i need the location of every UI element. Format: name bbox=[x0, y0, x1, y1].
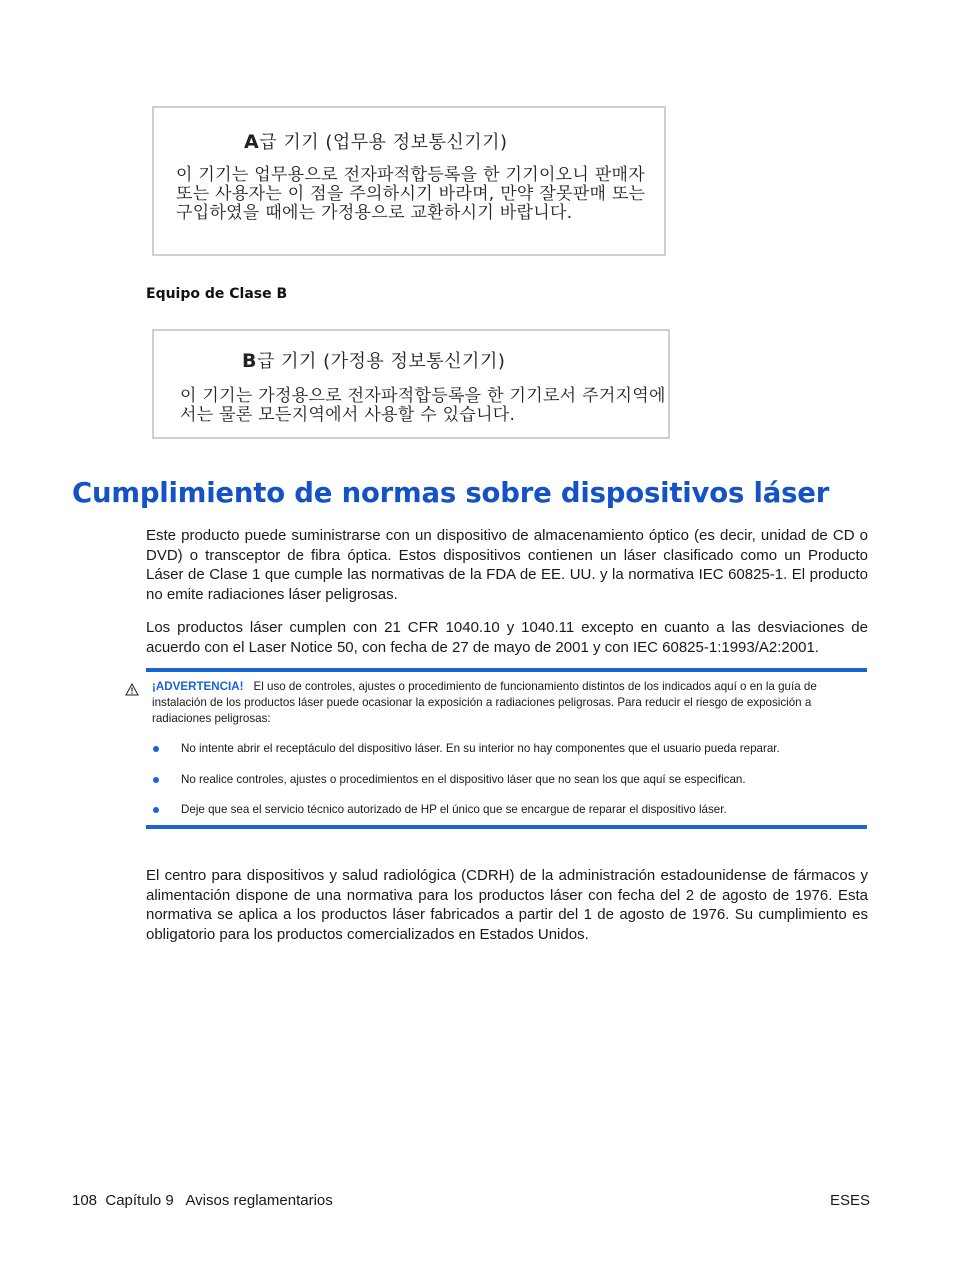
korean-class-a-notice bbox=[152, 106, 666, 256]
korean-class-a-body: 이 기기는 업무용으로 전자파적합등록을 한 기기이오니 판매자 또는 사용자는 이 점을 주의하시기 바라며, 만약 잘못판매 또는 구입하였을 때에는 가정용으로 교환하시기 바랍니다. bbox=[176, 165, 646, 223]
korean-class-b-body: 이 기기는 가정용으로 전자파적합등록을 한 기기로서 주거지역에서는 물론 모든지역에서 사용할 수 있습니다. bbox=[180, 386, 666, 425]
warning-label: ¡ADVERTENCIA! bbox=[152, 680, 244, 693]
bullet-dot-icon bbox=[153, 777, 159, 783]
paragraph-optical-device: Este producto puede suministrarse con un dispositivo de almacenamiento óptico (es decir, unidad de CD o DVD) o transceptor de fibra óptica. Estos dispositivos contienen un láser clasificado como un Producto Láser de Clase 1 que cumple las normativas de la FDA de EE. UU. y la normativa IEC 60825-1. El producto no emite radiaciones láser peligrosas. bbox=[146, 527, 868, 603]
footer-chapter: Capítulo 9 bbox=[105, 1192, 174, 1209]
warning-triangle-icon bbox=[125, 683, 139, 696]
footer-locale: ESES bbox=[830, 1192, 871, 1209]
warning-text: El uso de controles, ajustes o procedimiento de funcionamiento distintos de los indicados aquí o en la guía de instalación de los productos láser puede ocasionar la exposición a radiaciones peligrosas. Para reducir el riesgo de exposición a radiaciones peligrosas: bbox=[152, 680, 817, 725]
class-b-heading: Equipo de Clase B bbox=[146, 286, 288, 302]
bullet-text: No realice controles, ajustes o procedimientos en el dispositivo láser que no sean los que aquí se especifican. bbox=[181, 773, 746, 786]
korean-class-b-title: B급 기기 (가정용 정보통신기기) bbox=[242, 350, 506, 372]
bullet-dot-icon bbox=[153, 807, 159, 813]
warning-block bbox=[152, 679, 864, 727]
footer-chapter-title: Avisos reglamentarios bbox=[185, 1192, 333, 1209]
section-title: Cumplimiento de normas sobre dispositivos láser bbox=[72, 477, 830, 509]
warning-bottom-rule bbox=[146, 825, 867, 829]
page-number: 108 bbox=[72, 1192, 98, 1209]
bullet-text: No intente abrir el receptáculo del dispositivo láser. En su interior no hay componentes que el usuario pueda reparar. bbox=[181, 742, 780, 755]
korean-class-a-title: A급 기기 (업무용 정보통신기기) bbox=[244, 131, 508, 153]
bullet-text: Deje que sea el servicio técnico autorizado de HP el único que se encargue de reparar el dispositivo láser. bbox=[181, 803, 727, 816]
footer-left bbox=[72, 1192, 333, 1209]
paragraph-cdrh: El centro para dispositivos y salud radiológica (CDRH) de la administración estadounidense de fármacos y alimentación dispone de una normativa para los productos láser con fecha del 2 de agosto de 1976. Esta normativa se aplica a los productos láser fabricados a partir del 1 de agosto de 1976. Su cumplimiento es obligatorio para los productos comercializados en Estados Unidos. bbox=[146, 867, 868, 943]
bullet-dot-icon bbox=[153, 746, 159, 752]
korean-class-b-notice bbox=[152, 329, 670, 439]
warning-top-rule bbox=[146, 668, 867, 672]
paragraph-cfr-compliance: Los productos láser cumplen con 21 CFR 1040.10 y 1040.11 excepto en cuanto a las desviaciones de acuerdo con el Laser Notice 50, con fecha de 27 de mayo de 2001 y con IEC 60825-1:1993/A2:2001. bbox=[146, 619, 868, 656]
